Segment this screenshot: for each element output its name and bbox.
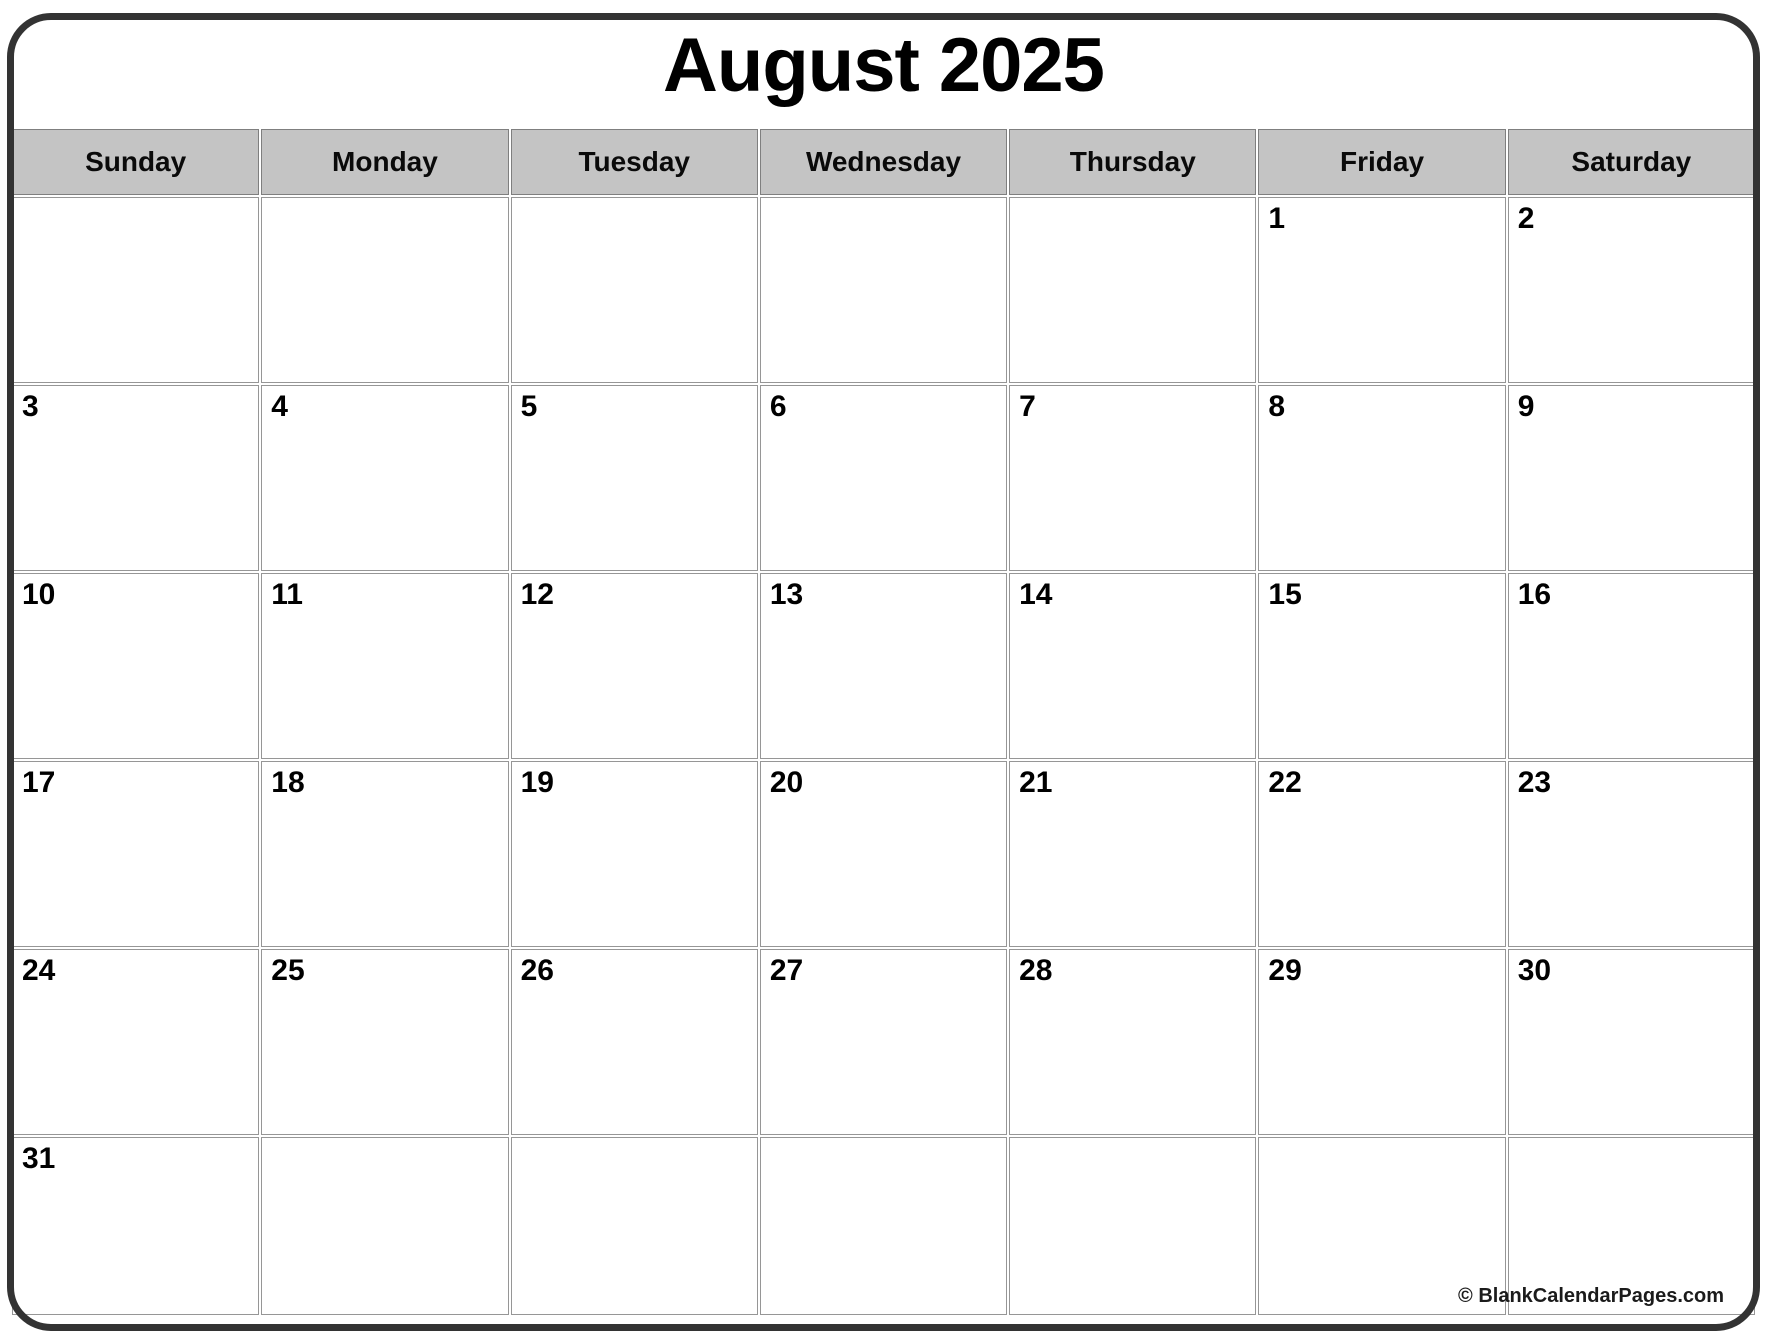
day-number: 8 <box>1268 390 1286 423</box>
day-number: 23 <box>1517 766 1552 799</box>
day-number: 7 <box>1019 390 1036 423</box>
day-cell <box>511 1137 758 1315</box>
day-number: 18 <box>271 766 305 799</box>
day-cell <box>12 197 259 383</box>
week-row-1 <box>12 197 1755 383</box>
week-row-4 <box>12 761 1755 947</box>
week-row-6 <box>12 1137 1755 1315</box>
day-cell <box>261 761 508 947</box>
day-cell <box>511 761 758 947</box>
day-number: 14 <box>1019 578 1053 611</box>
day-number: 26 <box>520 954 554 987</box>
day-cell <box>760 1137 1007 1315</box>
day-cell <box>1508 197 1755 383</box>
day-number: 6 <box>769 390 787 423</box>
day-cell <box>1258 573 1505 759</box>
day-cell <box>12 761 259 947</box>
copyright-text: © BlankCalendarPages.com <box>1458 1285 1724 1307</box>
day-cell <box>1258 761 1505 947</box>
day-cell <box>261 949 508 1135</box>
day-cell <box>1009 949 1256 1135</box>
day-number: 9 <box>1517 390 1535 423</box>
day-cell <box>511 573 758 759</box>
weekday-header-sunday: Sunday <box>12 129 259 195</box>
day-number: 20 <box>769 766 804 799</box>
day-number: 17 <box>22 766 56 799</box>
day-number: 24 <box>22 954 56 987</box>
day-number: 28 <box>1019 954 1053 987</box>
day-cell <box>1458 1137 1755 1315</box>
day-number: 25 <box>271 954 305 987</box>
day-cell <box>12 573 259 759</box>
day-number: 2 <box>1517 202 1535 235</box>
weekday-header-monday: Monday <box>261 129 508 195</box>
day-cell <box>760 949 1007 1135</box>
day-number: 1 <box>1268 202 1286 235</box>
day-cell <box>1009 197 1256 383</box>
day-cell <box>1009 1137 1256 1315</box>
day-cell <box>1009 761 1256 947</box>
day-number: 21 <box>1019 766 1053 799</box>
day-number: 27 <box>769 954 804 987</box>
day-number: 10 <box>22 578 56 611</box>
day-cell <box>760 761 1007 947</box>
week-row-3 <box>12 573 1755 759</box>
day-number: 29 <box>1268 954 1302 987</box>
day-cell <box>261 197 508 383</box>
day-cell <box>261 385 508 571</box>
day-cell <box>511 197 758 383</box>
day-number: 12 <box>520 578 554 611</box>
day-cell <box>1508 761 1755 947</box>
day-number: 4 <box>271 390 288 423</box>
day-cell <box>261 1137 508 1315</box>
day-number: 11 <box>271 578 303 611</box>
day-cell <box>1258 385 1505 571</box>
day-cell <box>261 573 508 759</box>
day-cell <box>1258 197 1505 383</box>
calendar-table <box>10 127 1757 1317</box>
weekday-header-tuesday: Tuesday <box>511 129 758 195</box>
day-number: 31 <box>22 1142 56 1175</box>
day-number: 5 <box>520 390 538 423</box>
day-cell <box>760 385 1007 571</box>
weekday-header-row <box>12 129 1755 195</box>
day-number: 15 <box>1268 578 1302 611</box>
day-cell <box>1258 949 1505 1135</box>
day-number: 16 <box>1517 578 1552 611</box>
day-number: 30 <box>1517 954 1552 987</box>
day-cell <box>1508 385 1755 571</box>
week-row-5 <box>12 949 1755 1135</box>
day-cell <box>1009 385 1256 571</box>
weekday-header-wednesday: Wednesday <box>760 129 1007 195</box>
day-cell <box>1009 573 1256 759</box>
day-number: 13 <box>769 578 804 611</box>
day-cell <box>511 385 758 571</box>
day-cell <box>760 573 1007 759</box>
day-cell <box>1508 573 1755 759</box>
day-number: 22 <box>1268 766 1302 799</box>
day-number: 19 <box>520 766 554 799</box>
week-row-2 <box>12 385 1755 571</box>
day-cell <box>12 949 259 1135</box>
day-cell <box>511 949 758 1135</box>
day-number: 3 <box>22 390 39 423</box>
page-title: August 2025 <box>663 23 1104 108</box>
weekday-header-saturday: Saturday <box>1508 129 1755 195</box>
day-cell <box>1508 949 1755 1135</box>
day-cell <box>12 385 259 571</box>
weekday-header-thursday: Thursday <box>1009 129 1256 195</box>
day-cell <box>760 197 1007 383</box>
day-cell <box>12 1137 259 1315</box>
weekday-header-friday: Friday <box>1258 129 1505 195</box>
